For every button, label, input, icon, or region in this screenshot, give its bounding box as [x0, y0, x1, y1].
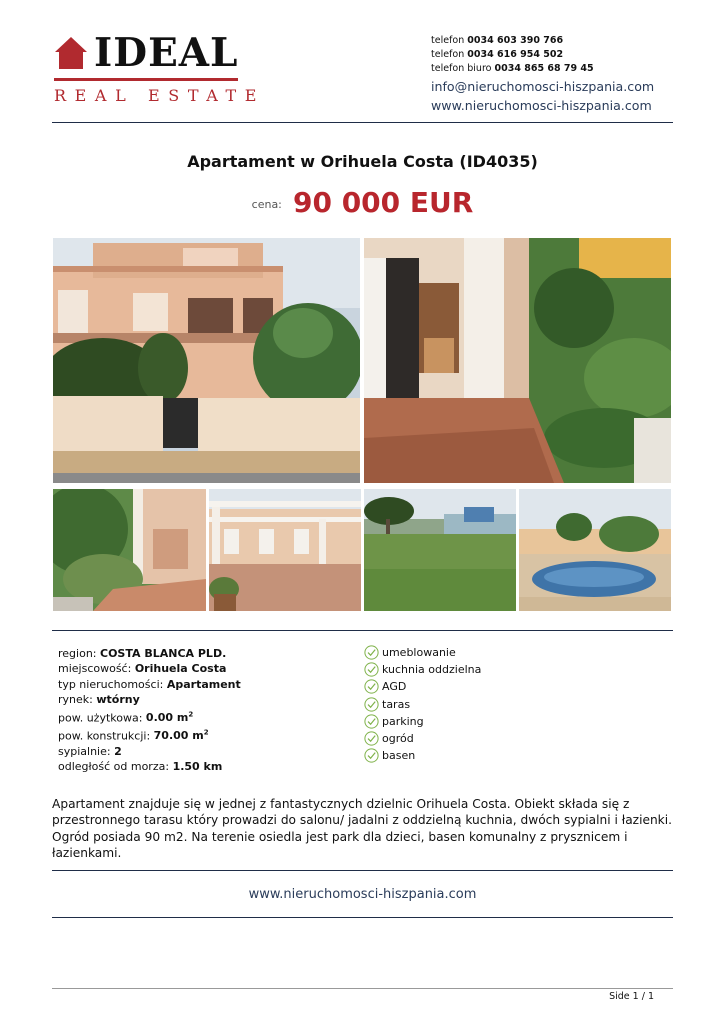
company-logo	[54, 30, 266, 110]
price-label: cena:	[251, 198, 282, 211]
feature-item: umeblowanie	[364, 644, 481, 661]
footer-website-link[interactable]: www.nieruchomosci-hiszpania.com	[248, 887, 477, 902]
footer-divider-top	[52, 870, 673, 871]
detail-type: typ nieruchomości: Apartament	[58, 677, 241, 691]
photo-lawn-pool[interactable]	[364, 489, 516, 611]
phone-office[interactable]: 0034 865 68 79 45	[494, 63, 594, 74]
property-details	[58, 646, 241, 775]
photo-garden-entry[interactable]	[53, 489, 206, 611]
photo-terrace[interactable]	[364, 238, 671, 483]
price-row	[0, 186, 725, 219]
detail-market: rynek: wtórny	[58, 693, 140, 707]
phone-line-office: telefon biuro 0034 865 68 79 45	[431, 63, 594, 74]
photos-divider	[52, 630, 673, 631]
feature-item: taras	[364, 696, 481, 713]
feature-item: ogród	[364, 730, 481, 747]
detail-usable-area: pow. użytkowa: 0.00 $m^2$	[58, 710, 194, 725]
detail-bedrooms: sypialnie: 2	[58, 744, 122, 758]
check-circle-icon	[364, 697, 379, 712]
phone-2[interactable]: 0034 616 954 502	[467, 49, 564, 60]
feature-item: AGD	[364, 678, 481, 695]
check-circle-icon	[364, 645, 379, 660]
photo-community-pool[interactable]	[519, 489, 671, 611]
email-link[interactable]: info@nieruchomosci-hiszpania.com	[431, 79, 655, 94]
feature-item: kuchnia oddzielna	[364, 661, 481, 678]
check-circle-icon	[364, 748, 379, 763]
check-circle-icon	[364, 662, 379, 677]
property-description: Apartament znajduje się w jednej z fantastycznych dzielnic Orihuela Costa. Obiekt składa się z przestronnego tarasu który prowadzi do salonu/ jadalni z oddzielną kuchnia, dwóch sypialni i łazienki. Ogród posiada 90 m2. Na terenie osiedla jest park dla dzieci, basen komunalny z prysznicem i łazienkami.	[52, 797, 672, 861]
feature-item: basen	[364, 747, 481, 764]
phone-line-2: telefon 0034 616 954 502	[431, 49, 564, 60]
feature-item: parking	[364, 713, 481, 730]
logo-divider	[54, 78, 238, 81]
detail-sea-distance: odległość od morza: 1.50 km	[58, 760, 223, 774]
header-divider	[52, 122, 673, 123]
logo-name: IDEAL	[94, 30, 239, 76]
photo-pergola[interactable]	[209, 489, 361, 611]
price-value: 90 000 EUR	[292, 186, 474, 219]
page-number: Side 1 / 1	[609, 991, 654, 1002]
contact-block	[431, 34, 654, 115]
logo-subtitle: REAL ESTATE	[54, 86, 266, 105]
website-link[interactable]: www.nieruchomosci-hiszpania.com	[431, 98, 652, 113]
phone-1[interactable]: 0034 603 390 766	[467, 35, 564, 46]
feature-list	[364, 644, 481, 764]
photo-building-exterior[interactable]	[53, 238, 360, 483]
house-icon	[54, 36, 88, 70]
footer-divider-bottom	[52, 917, 673, 918]
detail-build-area: pow. konstrukcji: 70.00 $m^2$	[58, 728, 209, 743]
page-divider	[52, 988, 673, 989]
check-circle-icon	[364, 714, 379, 729]
listing-title: Apartament w Orihuela Costa (ID4035)	[187, 152, 538, 171]
check-circle-icon	[364, 731, 379, 746]
detail-town: miejscowość: Orihuela Costa	[58, 662, 227, 676]
phone-line-1: telefon 0034 603 390 766	[431, 35, 564, 46]
check-circle-icon	[364, 679, 379, 694]
detail-region: region: COSTA BLANCA PLD.	[58, 647, 227, 660]
